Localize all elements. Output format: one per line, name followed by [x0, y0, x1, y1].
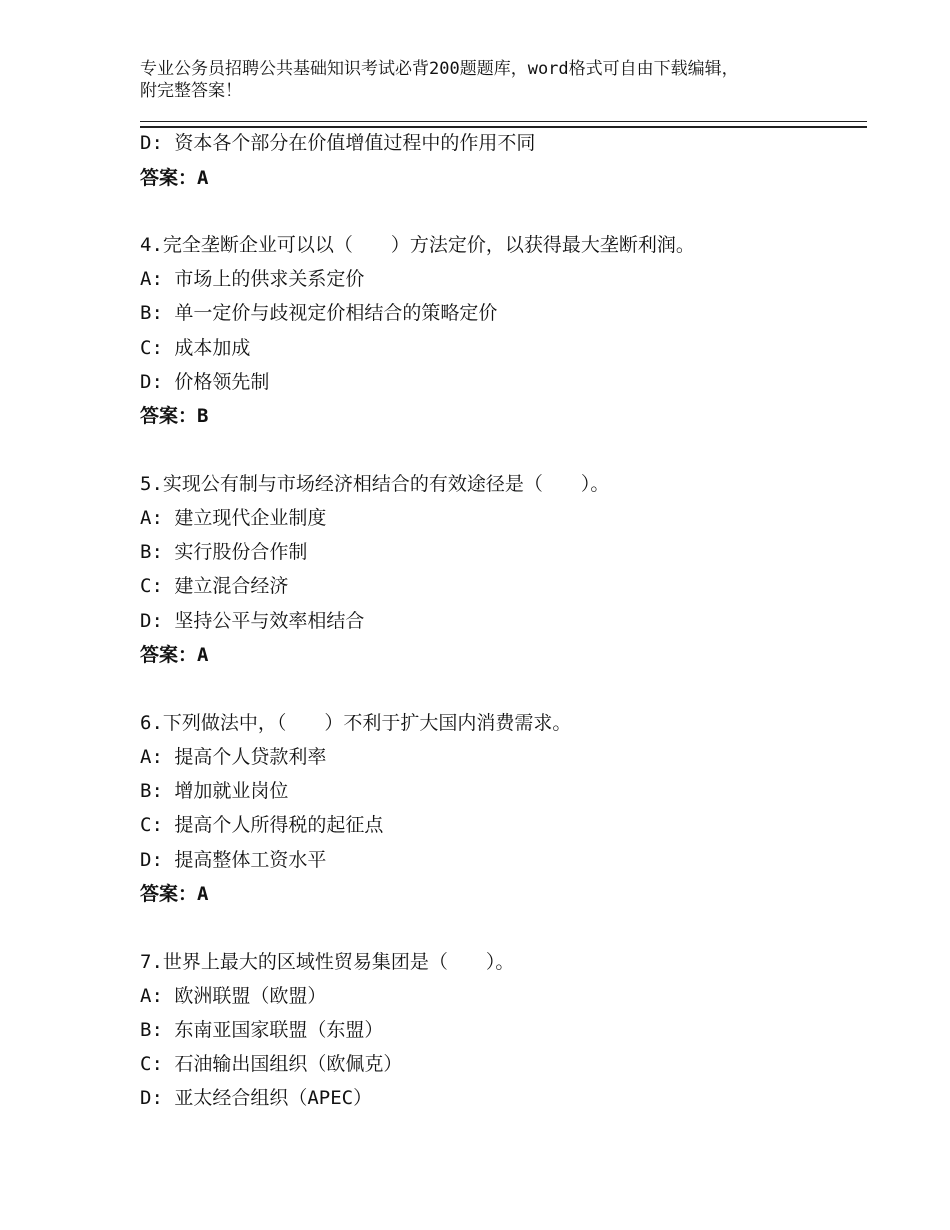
- q4-stem: 4.完全垄断企业可以以（ ）方法定价，以获得最大垄断利润。: [140, 234, 695, 256]
- q4-answer: 答案：B: [140, 405, 209, 427]
- q6-option-b: B: 增加就业岗位: [140, 780, 289, 802]
- document-header: [140, 58, 840, 102]
- q6-option-d: D: 提高整体工资水平: [140, 849, 327, 871]
- q4-option-a: A: 市场上的供求关系定价: [140, 268, 365, 290]
- q5-stem: 5.实现公有制与市场经济相结合的有效途径是（ ）。: [140, 473, 610, 495]
- q7-option-d: D: 亚太经合组织（APEC）: [140, 1087, 373, 1109]
- q5-option-b: B: 实行股份合作制: [140, 541, 308, 563]
- q6-answer: 答案：A: [140, 883, 209, 905]
- header-line-1: 专业公务员招聘公共基础知识考试必背200题题库，word格式可自由下载编辑，: [140, 59, 739, 79]
- q7-option-a: A: 欧洲联盟（欧盟）: [140, 985, 327, 1007]
- q5-option-d: D: 坚持公平与效率相结合: [140, 610, 365, 632]
- q7-option-b: B: 东南亚国家联盟（东盟）: [140, 1019, 384, 1041]
- q4-option-b: B: 单一定价与歧视定价相结合的策略定价: [140, 302, 498, 324]
- q5-option-c: C: 建立混合经济: [140, 575, 289, 597]
- q5-answer: 答案：A: [140, 644, 209, 666]
- q6-option-c: C: 提高个人所得税的起征点: [140, 814, 384, 836]
- header-divider: [140, 121, 867, 128]
- q4-option-d: D: 价格领先制: [140, 371, 270, 393]
- q7-stem: 7.世界上最大的区域性贸易集团是（ ）。: [140, 951, 515, 973]
- q7-option-c: C: 石油输出国组织（欧佩克）: [140, 1053, 403, 1075]
- prev-option-d: D: 资本各个部分在价值增值过程中的作用不同: [140, 132, 536, 154]
- q5-option-a: A: 建立现代企业制度: [140, 507, 327, 529]
- q6-stem: 6.下列做法中，（ ）不利于扩大国内消费需求。: [140, 712, 572, 734]
- prev-answer: 答案：A: [140, 167, 209, 189]
- header-line-2: 附完整答案！: [140, 81, 242, 101]
- q6-option-a: A: 提高个人贷款利率: [140, 746, 327, 768]
- q4-option-c: C: 成本加成: [140, 337, 251, 359]
